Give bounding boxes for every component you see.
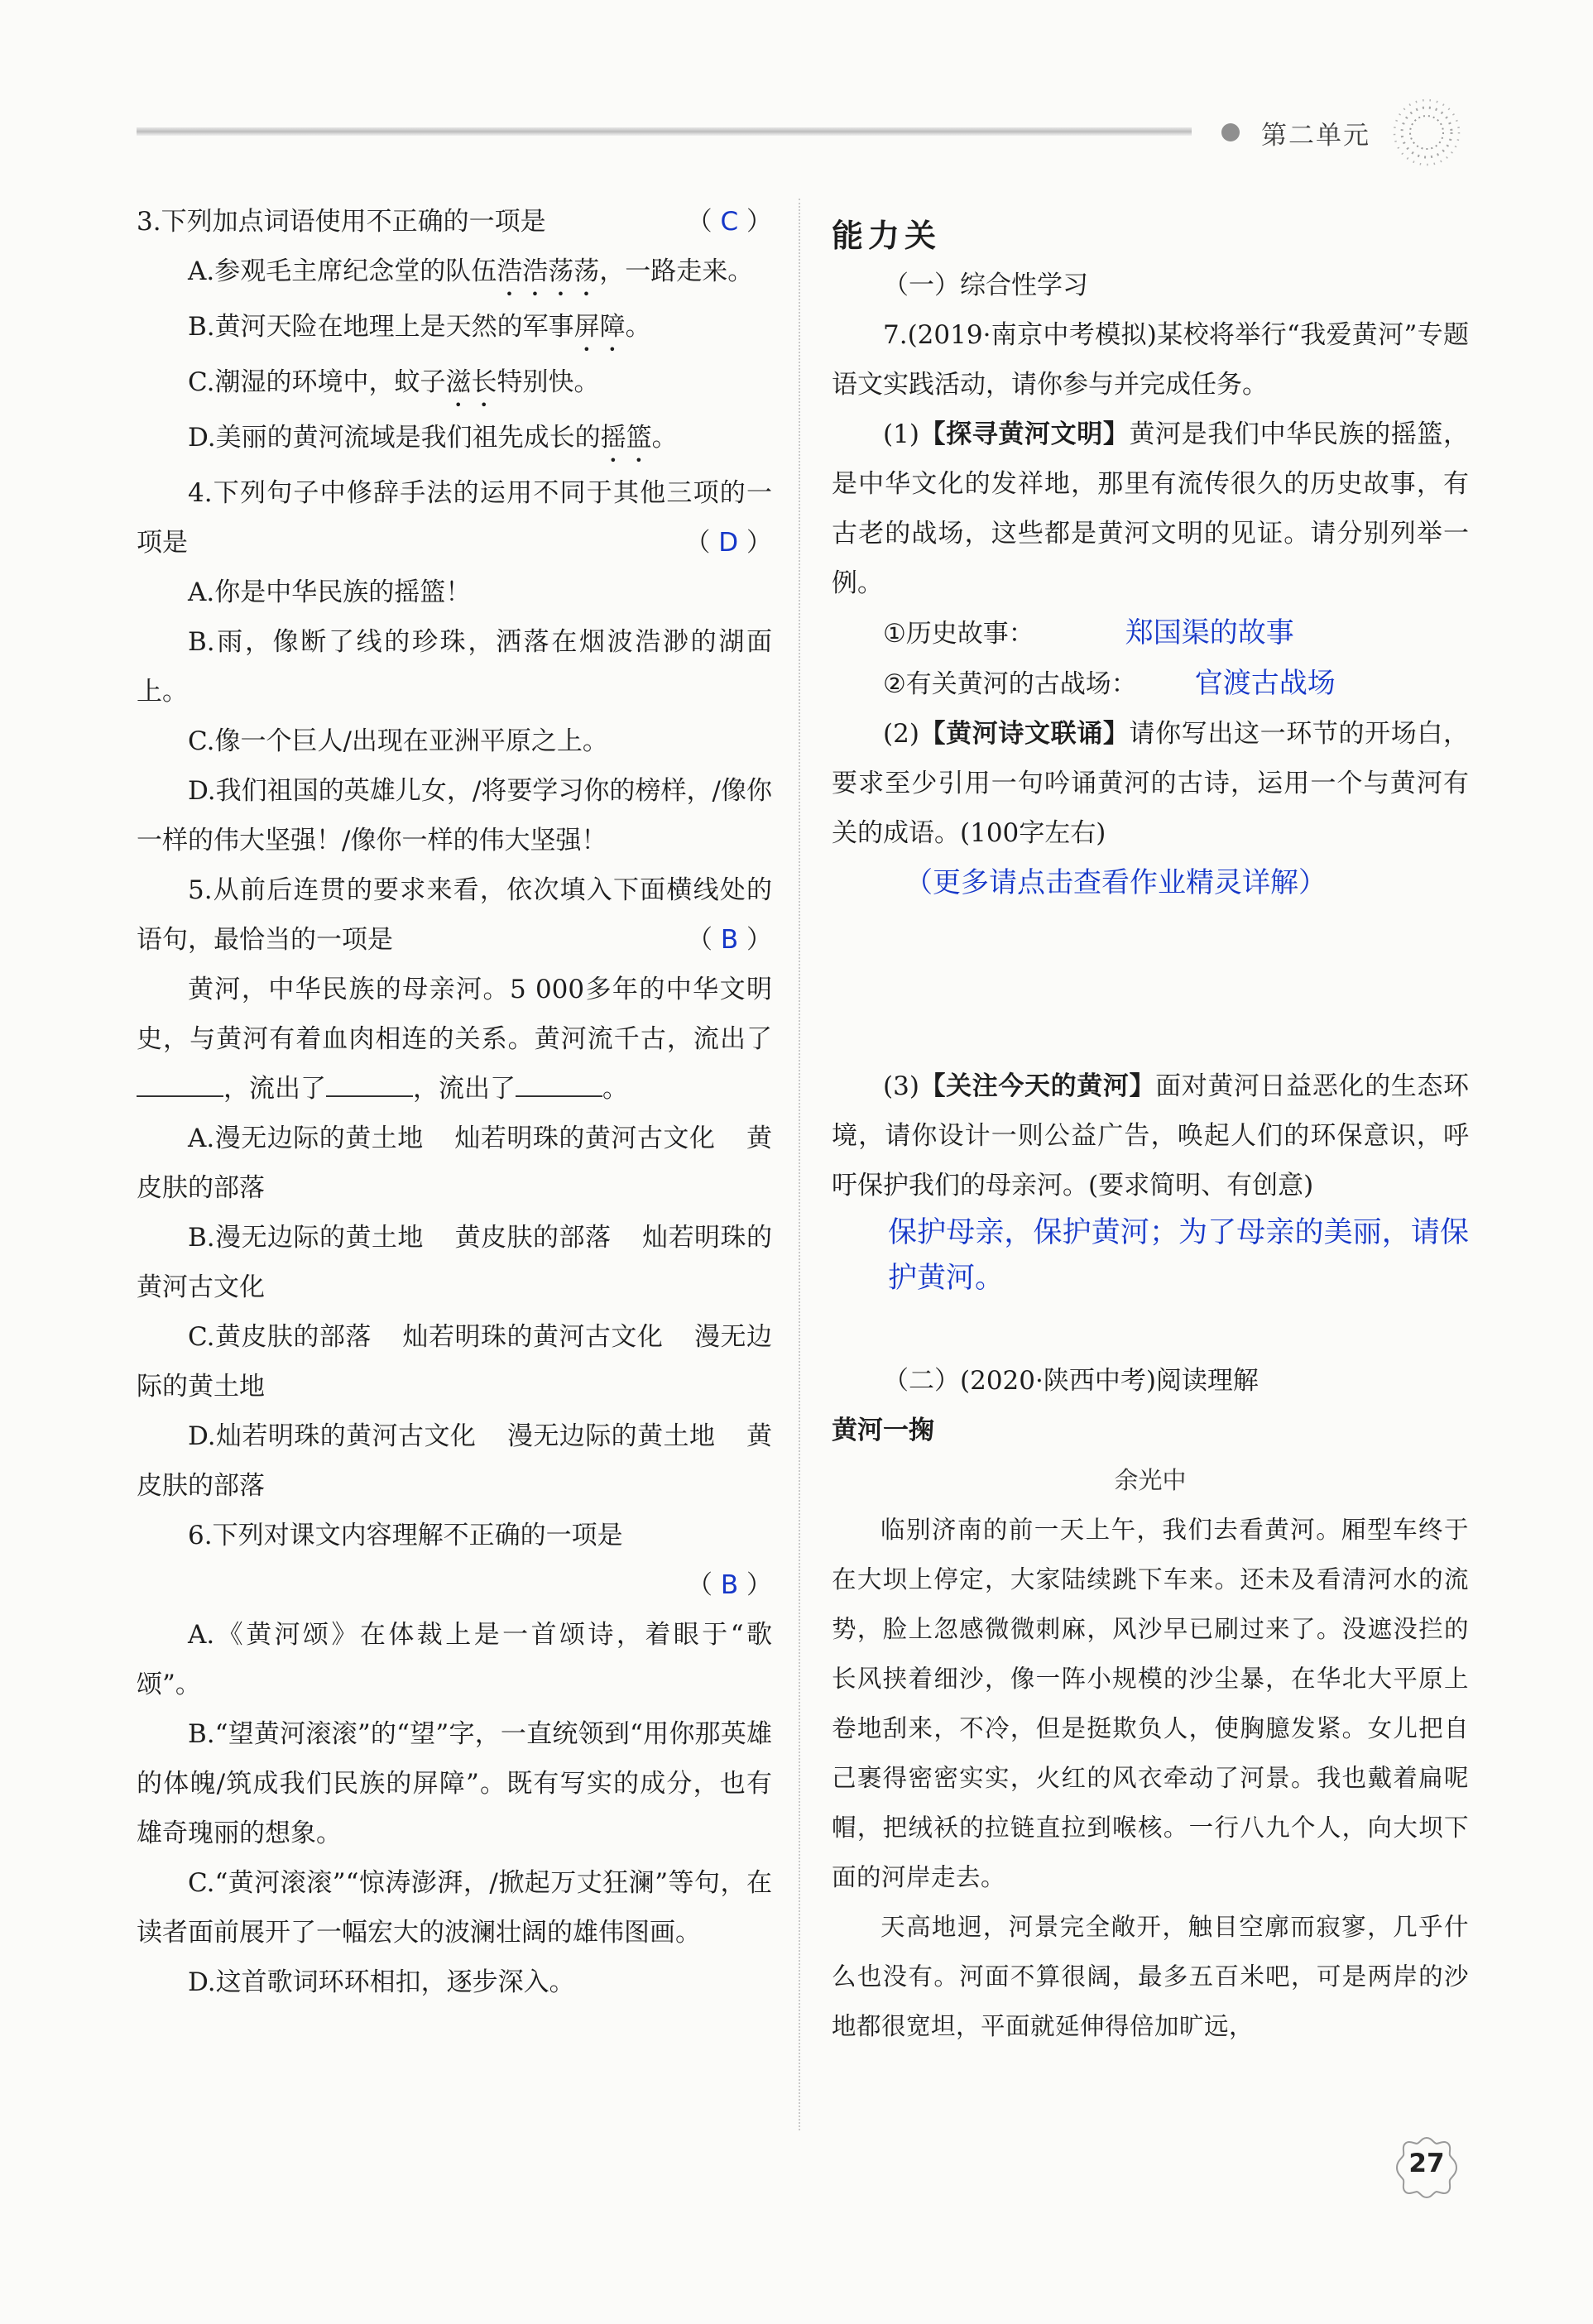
passage-paragraph-2: 天高地迥，河景完全敞开，触目空廓而寂寥，几乎什么也没有。河面不算很阔，最多五百米吧，可是两岸的沙地都很宽坦，平面就延伸得倍加旷远， (832, 1913, 1469, 2040)
q6-answer: B (720, 1570, 739, 1600)
blank-line-1 (137, 1095, 223, 1097)
q7-sub1: (1)【探寻黄河文明】黄河是我们中华民族的摇篮，是中华文化的发祥地，那里有流传很久的历史故事，有古老的战场，这些都是黄河文明的见证。请分别列举一例。 (832, 419, 1470, 598)
section-title: 能力关 (832, 218, 942, 254)
q6-answer-box: （ B ） (687, 1570, 772, 1600)
q3-option-c: C.潮湿的环境中，蚊子滋长特别快。 (188, 367, 600, 397)
q3-option-a: A.参观毛主席纪念堂的队伍浩浩荡荡，一路走来。 (188, 256, 754, 286)
q5-answer-box: （ B ） (687, 925, 772, 955)
q6-option-b: B.“望黄河滚滚”的“望”字，一直统领到“用你那英雄的体魄/筑成我们民族的屏障”。既有写实的成分，也有雄奇瑰丽的想象。 (137, 1719, 772, 1848)
q4-answer: D (718, 528, 739, 558)
q4-option-d: D.我们祖国的英雄儿女，/将要学习你的榜样，/像你一样的伟大坚强！/像你一样的伟大坚强！ (137, 776, 772, 855)
q6-option-a: A.《黄河颂》在体裁上是一首颂诗，着眼于“歌颂”。 (137, 1620, 772, 1699)
dotted-sun-icon (1392, 98, 1461, 167)
header-bullet-icon (1221, 123, 1240, 141)
q4-stem: 4.下列句子中修辞手法的运用不同于其他三项的一项是 （ D ） (137, 468, 772, 568)
q3-answer-box: （ C ） (686, 207, 772, 237)
story-answer: 郑国渠的故事 (1125, 616, 1294, 649)
q6-answer-line (137, 1560, 772, 1610)
part1-heading: （一）综合性学习 (883, 271, 1088, 300)
answer-space (832, 908, 1469, 1061)
q3-option-d: D.美丽的黄河流域是我们祖先成长的摇篮。 (188, 423, 678, 453)
more-details-link[interactable]: （更多请点击查看作业精灵详解） (904, 866, 1327, 899)
q5-passage: 黄河，中华民族的母亲河。5 000多年的中华文明史，与黄河有着血肉相连的关系。黄河流千古，流出了，流出了 ，流出了 。 (137, 975, 772, 1104)
q7-sub3: (3)【关注今天的黄河】面对黄河日益恶化的生态环境，请你设计一则公益广告，唤起人们的环保意识，呼吁保护我们的母亲河。(要求简明、有创意) (832, 1071, 1470, 1200)
q5-stem: 5.从前后连贯的要求来看，依次填入下面横线处的语句，最恰当的一项是 （ B ） (137, 865, 772, 965)
q6-option-d: D.这首歌词环环相扣，逐步深入。 (188, 1967, 575, 1997)
part2-heading: （二）(2020·陕西中考)阅读理解 (883, 1366, 1259, 1396)
passage-title: 黄河一掬 (832, 1416, 934, 1445)
q5-option-b: B.漫无边际的黄土地 黄皮肤的部落 灿若明珠的黄河古文化 (137, 1223, 773, 1302)
q3-answer: C (720, 207, 739, 237)
q4-answer-box: （ D ） (684, 528, 772, 558)
q5-option-d: D.灿若明珠的黄河古文化 漫无边际的黄土地 黄皮肤的部落 (137, 1421, 773, 1501)
q4-option-a: A.你是中华民族的摇篮！ (188, 577, 472, 607)
column-divider (799, 199, 800, 2130)
q7-sub2: (2)【黄河诗文联诵】请你写出这一环节的开场白，要求至少引用一句吟诵黄河的古诗，运用一个与黄河有关的成语。(100字左右) (832, 719, 1470, 848)
blank-line-3 (516, 1095, 602, 1097)
q7-sub3-answer: 保护母亲，保护黄河；为了母亲的美丽，请保护黄河。 (888, 1216, 1469, 1295)
q6-option-c: C.“黄河滚滚”“惊涛澎湃，/掀起万丈狂澜”等句，在读者面前展开了一幅宏大的波澜壮阔的雄伟图画。 (137, 1868, 772, 1948)
unit-title: 第二单元 (1261, 121, 1370, 151)
q7-story-line: ①历史故事： 郑国渠的故事 (883, 616, 1294, 649)
left-column (137, 197, 772, 2007)
q4-option-b: B.雨，像断了线的珍珠，洒落在烟波浩渺的湖面上。 (137, 627, 772, 707)
q5-option-a: A.漫无边际的黄土地 灿若明珠的黄河古文化 黄皮肤的部落 (137, 1124, 772, 1203)
q3-stem: 3.下列加点词语使用不正确的一项是 （ C ） (137, 197, 772, 247)
passage-paragraph-1: 临别济南的前一天上午，我们去看黄河。厢型车终于在大坝上停定，大家陆续跳下车来。还未及看清河水的流势，脸上忽感微微刺麻，风沙早已刷过来了。没遮没拦的长风挟着细沙，像一阵小规模的沙尘暴，在华北大平原上卷地刮来，不冷，但是挺欺负人，使胸臆发紧。女儿把自己裹得密密实实，火红的风衣牵动了河景。我也戴着扁呢帽，把绒袄的拉链直拉到喉核。一行八九个人，向大坝下面的河岸走去。 (832, 1516, 1469, 1891)
battle-answer: 官渡古战场 (1194, 667, 1336, 700)
q3-option-b: B.黄河天险在地理上是天然的军事屏障。 (188, 312, 651, 342)
q7-stem: 7.(2019·南京中考模拟)某校将举行“我爱黄河”专题语文实践活动，请你参与并完成任务。 (832, 320, 1469, 400)
right-column (832, 211, 1469, 2051)
page-number: 27 (1408, 2149, 1445, 2178)
q5-option-c: C.黄皮肤的部落 灿若明珠的黄河古文化 漫无边际的黄土地 (137, 1322, 773, 1402)
blank-line-2 (326, 1095, 413, 1097)
passage-author: 余光中 (1114, 1466, 1187, 1494)
q4-option-c: C.像一个巨人/出现在亚洲平原之上。 (188, 726, 608, 756)
q7-battle-line: ②有关黄河的古战场： 官渡古战场 (883, 667, 1336, 700)
q6-stem: 6.下列对课文内容理解不正确的一项是 (188, 1521, 623, 1550)
q5-answer: B (720, 925, 739, 955)
header-rule (137, 127, 1192, 136)
